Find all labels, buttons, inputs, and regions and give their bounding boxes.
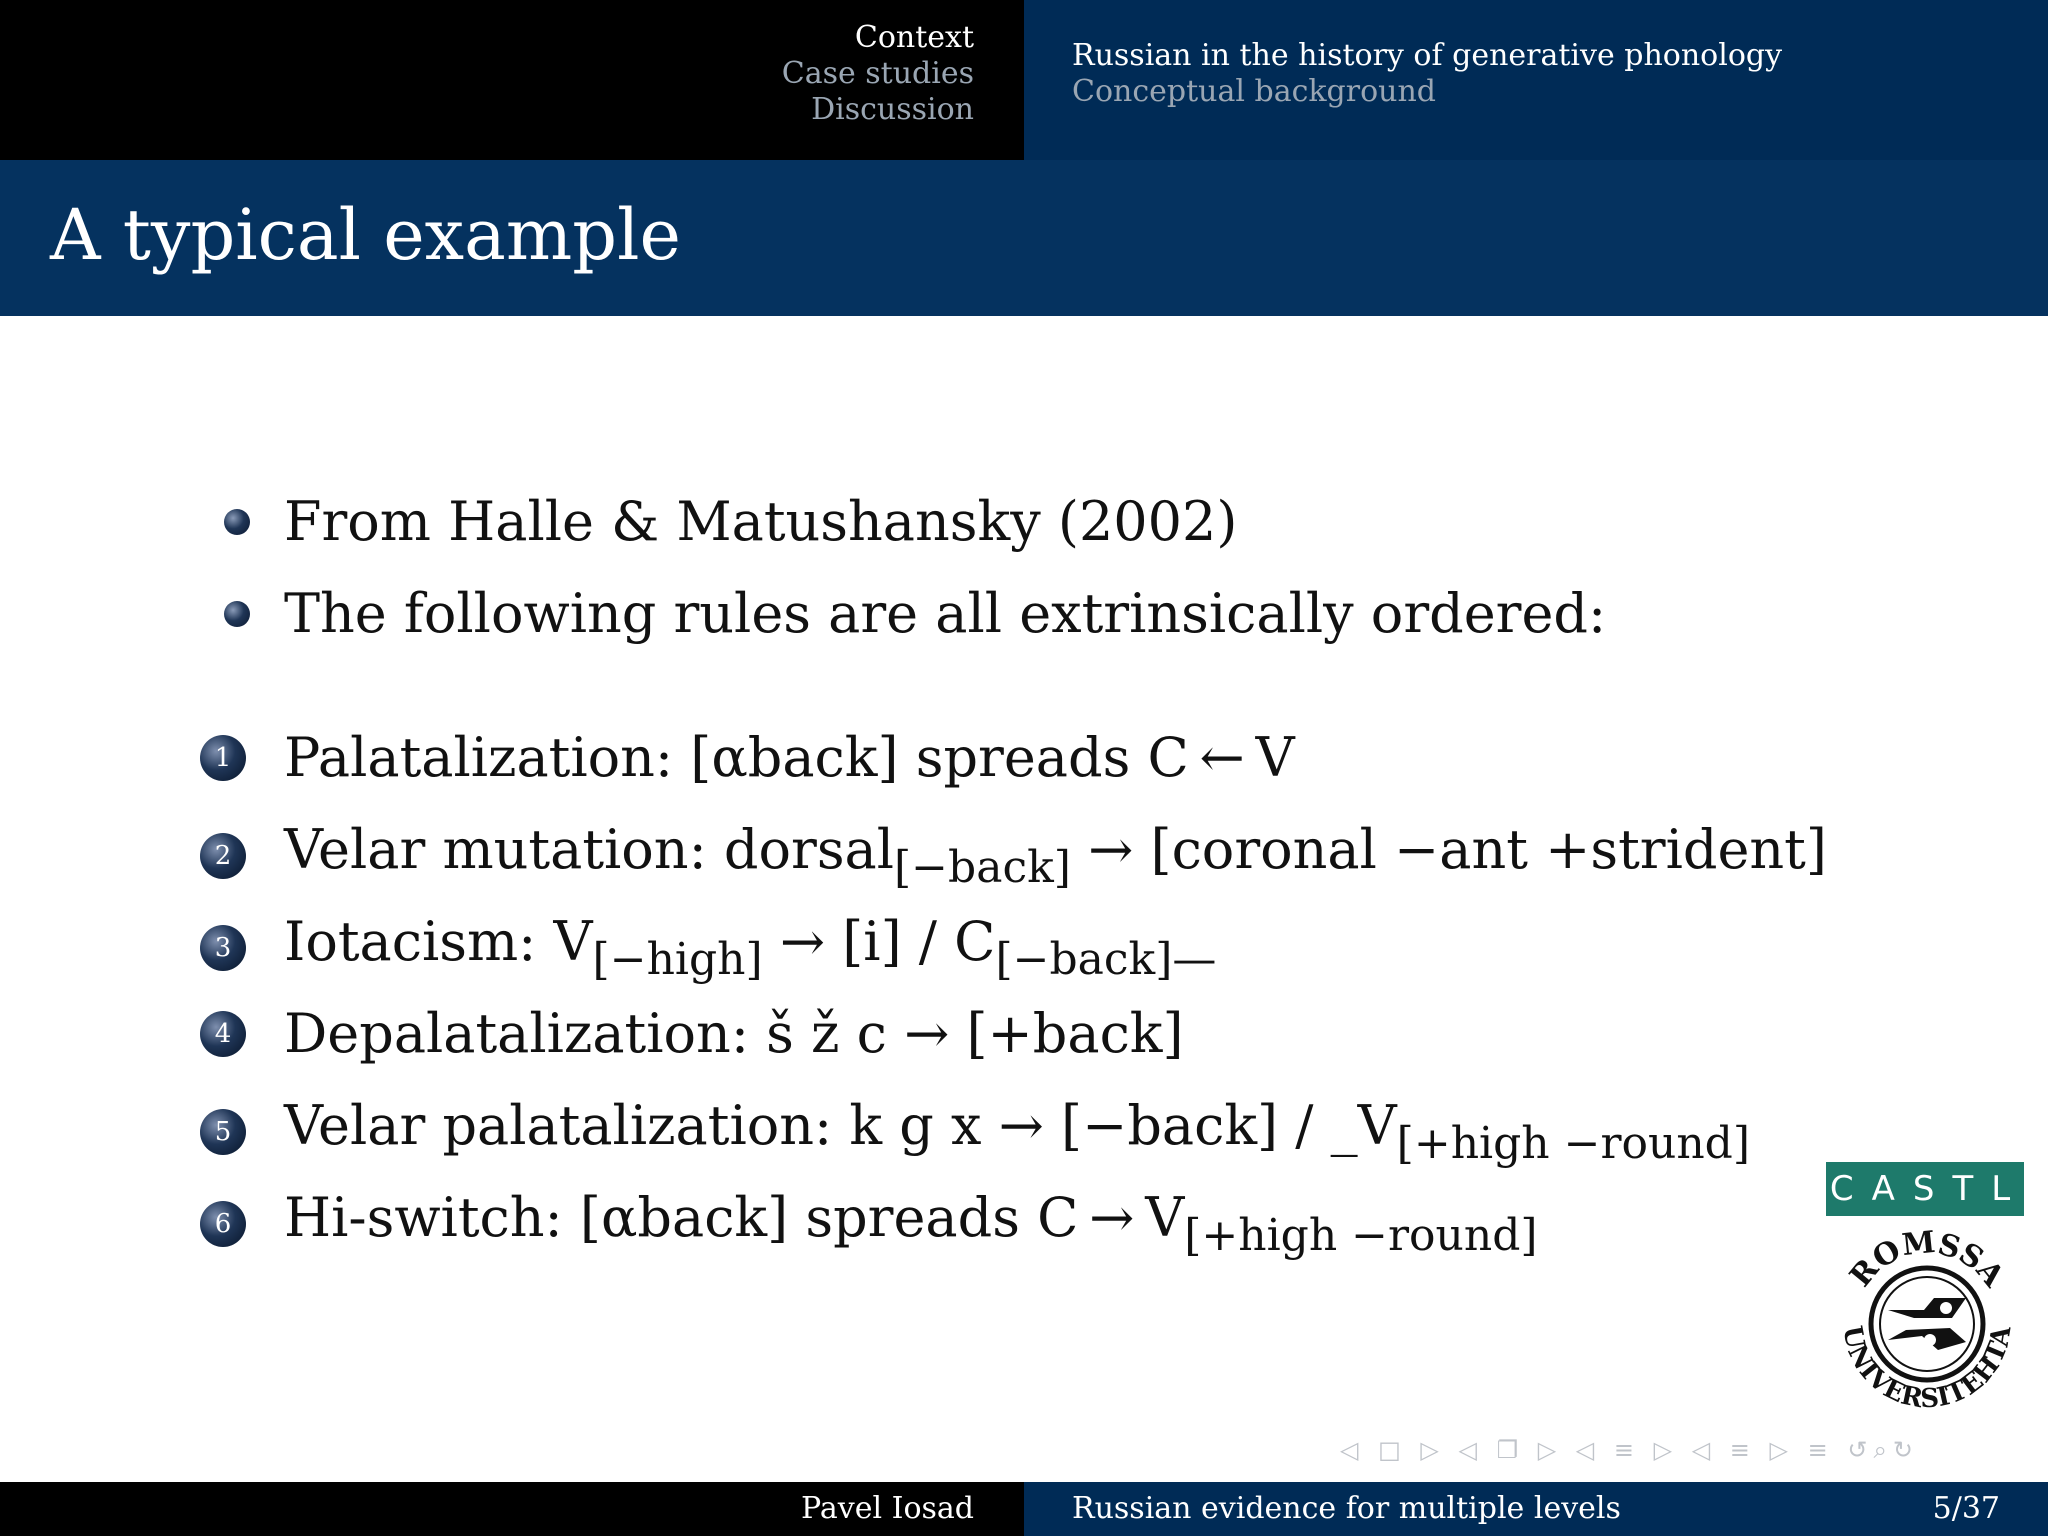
frame-title-bar — [0, 160, 2048, 316]
footer-short-title: Russian evidence for multiple levels — [1072, 1491, 1621, 1526]
rule-item — [200, 726, 1295, 789]
section-nav — [782, 20, 974, 128]
rule-number-icon: 6 — [200, 1201, 246, 1247]
header-bar — [0, 0, 2048, 160]
castl-banner: CASTL — [1826, 1162, 2024, 1216]
bullet-text: From Halle & Matushansky (2002) — [284, 490, 1238, 553]
rule-text: Palatalization: [αback] spreads C ← V — [284, 726, 1295, 789]
section-case-studies[interactable]: Case studies — [781, 56, 974, 91]
rule-item — [200, 1002, 1184, 1065]
rule-item — [200, 910, 1216, 985]
bullet-item — [210, 490, 1237, 553]
rule-number-icon: 2 — [200, 833, 246, 879]
castl-logo — [1826, 1162, 2028, 1428]
beamer-navigation-controls[interactable]: ◁ □ ▷ ◁ ❐ ▷ ◁ ≡ ▷ ◁ ≡ ▷ ≡ ↺⌕↻ — [1340, 1436, 1920, 1464]
rule-text: Velar mutation: dorsal$_{[-back]}$ → [coronal −ant +strident] — [284, 818, 1827, 893]
bullet-icon — [224, 509, 250, 535]
subsection-background[interactable]: Conceptual background — [1072, 74, 1437, 109]
footer-right-panel — [1024, 1482, 2048, 1536]
rule-item — [200, 1186, 1538, 1261]
section-discussion[interactable]: Discussion — [811, 92, 974, 127]
frame-title: A typical example — [50, 194, 681, 276]
subsection-history[interactable]: Russian in the history of generative phonology — [1072, 38, 1783, 73]
rule-text: Velar palatalization: k g x → [−back] / $\_V_{[+high -round]}$ — [284, 1094, 1750, 1169]
rule-number-icon: 5 — [200, 1109, 246, 1155]
rule-number-icon: 4 — [200, 1011, 246, 1057]
section-context[interactable]: Context — [854, 20, 974, 55]
rule-number-icon: 3 — [200, 925, 246, 971]
subsection-nav — [1072, 38, 1782, 110]
bullet-item — [210, 582, 1606, 645]
footer-page-number: 5/37 — [1932, 1491, 2000, 1526]
bullet-text: The following rules are all extrinsically ordered: — [284, 582, 1607, 645]
header-sections-panel — [0, 0, 1024, 160]
svg-text:UNIVERSITEHTA: UNIVERSITEHTA — [1836, 1323, 2018, 1415]
rule-text: Depalatalization: š ž c → [+back] — [284, 1002, 1184, 1065]
footer-left-panel — [0, 1482, 1024, 1536]
rule-item — [200, 818, 1827, 893]
header-subsections-panel — [1024, 0, 2048, 160]
footer-author: Pavel Iosad — [801, 1491, 974, 1526]
rule-item — [200, 1094, 1750, 1169]
bullet-icon — [224, 601, 250, 627]
svg-text:ROMSSA: ROMSSA — [1843, 1224, 2011, 1294]
university-seal-icon — [1826, 1224, 2028, 1424]
rule-text: Hi-switch: [αback] spreads $C \to V_{[+high -round]}$ — [284, 1186, 1538, 1261]
rule-text: Iotacism: $V_{[-high]} \to [i] / C_{[-back]—}$ — [284, 910, 1217, 985]
rule-number-icon: 1 — [200, 735, 246, 781]
footer-bar — [0, 1482, 2048, 1536]
